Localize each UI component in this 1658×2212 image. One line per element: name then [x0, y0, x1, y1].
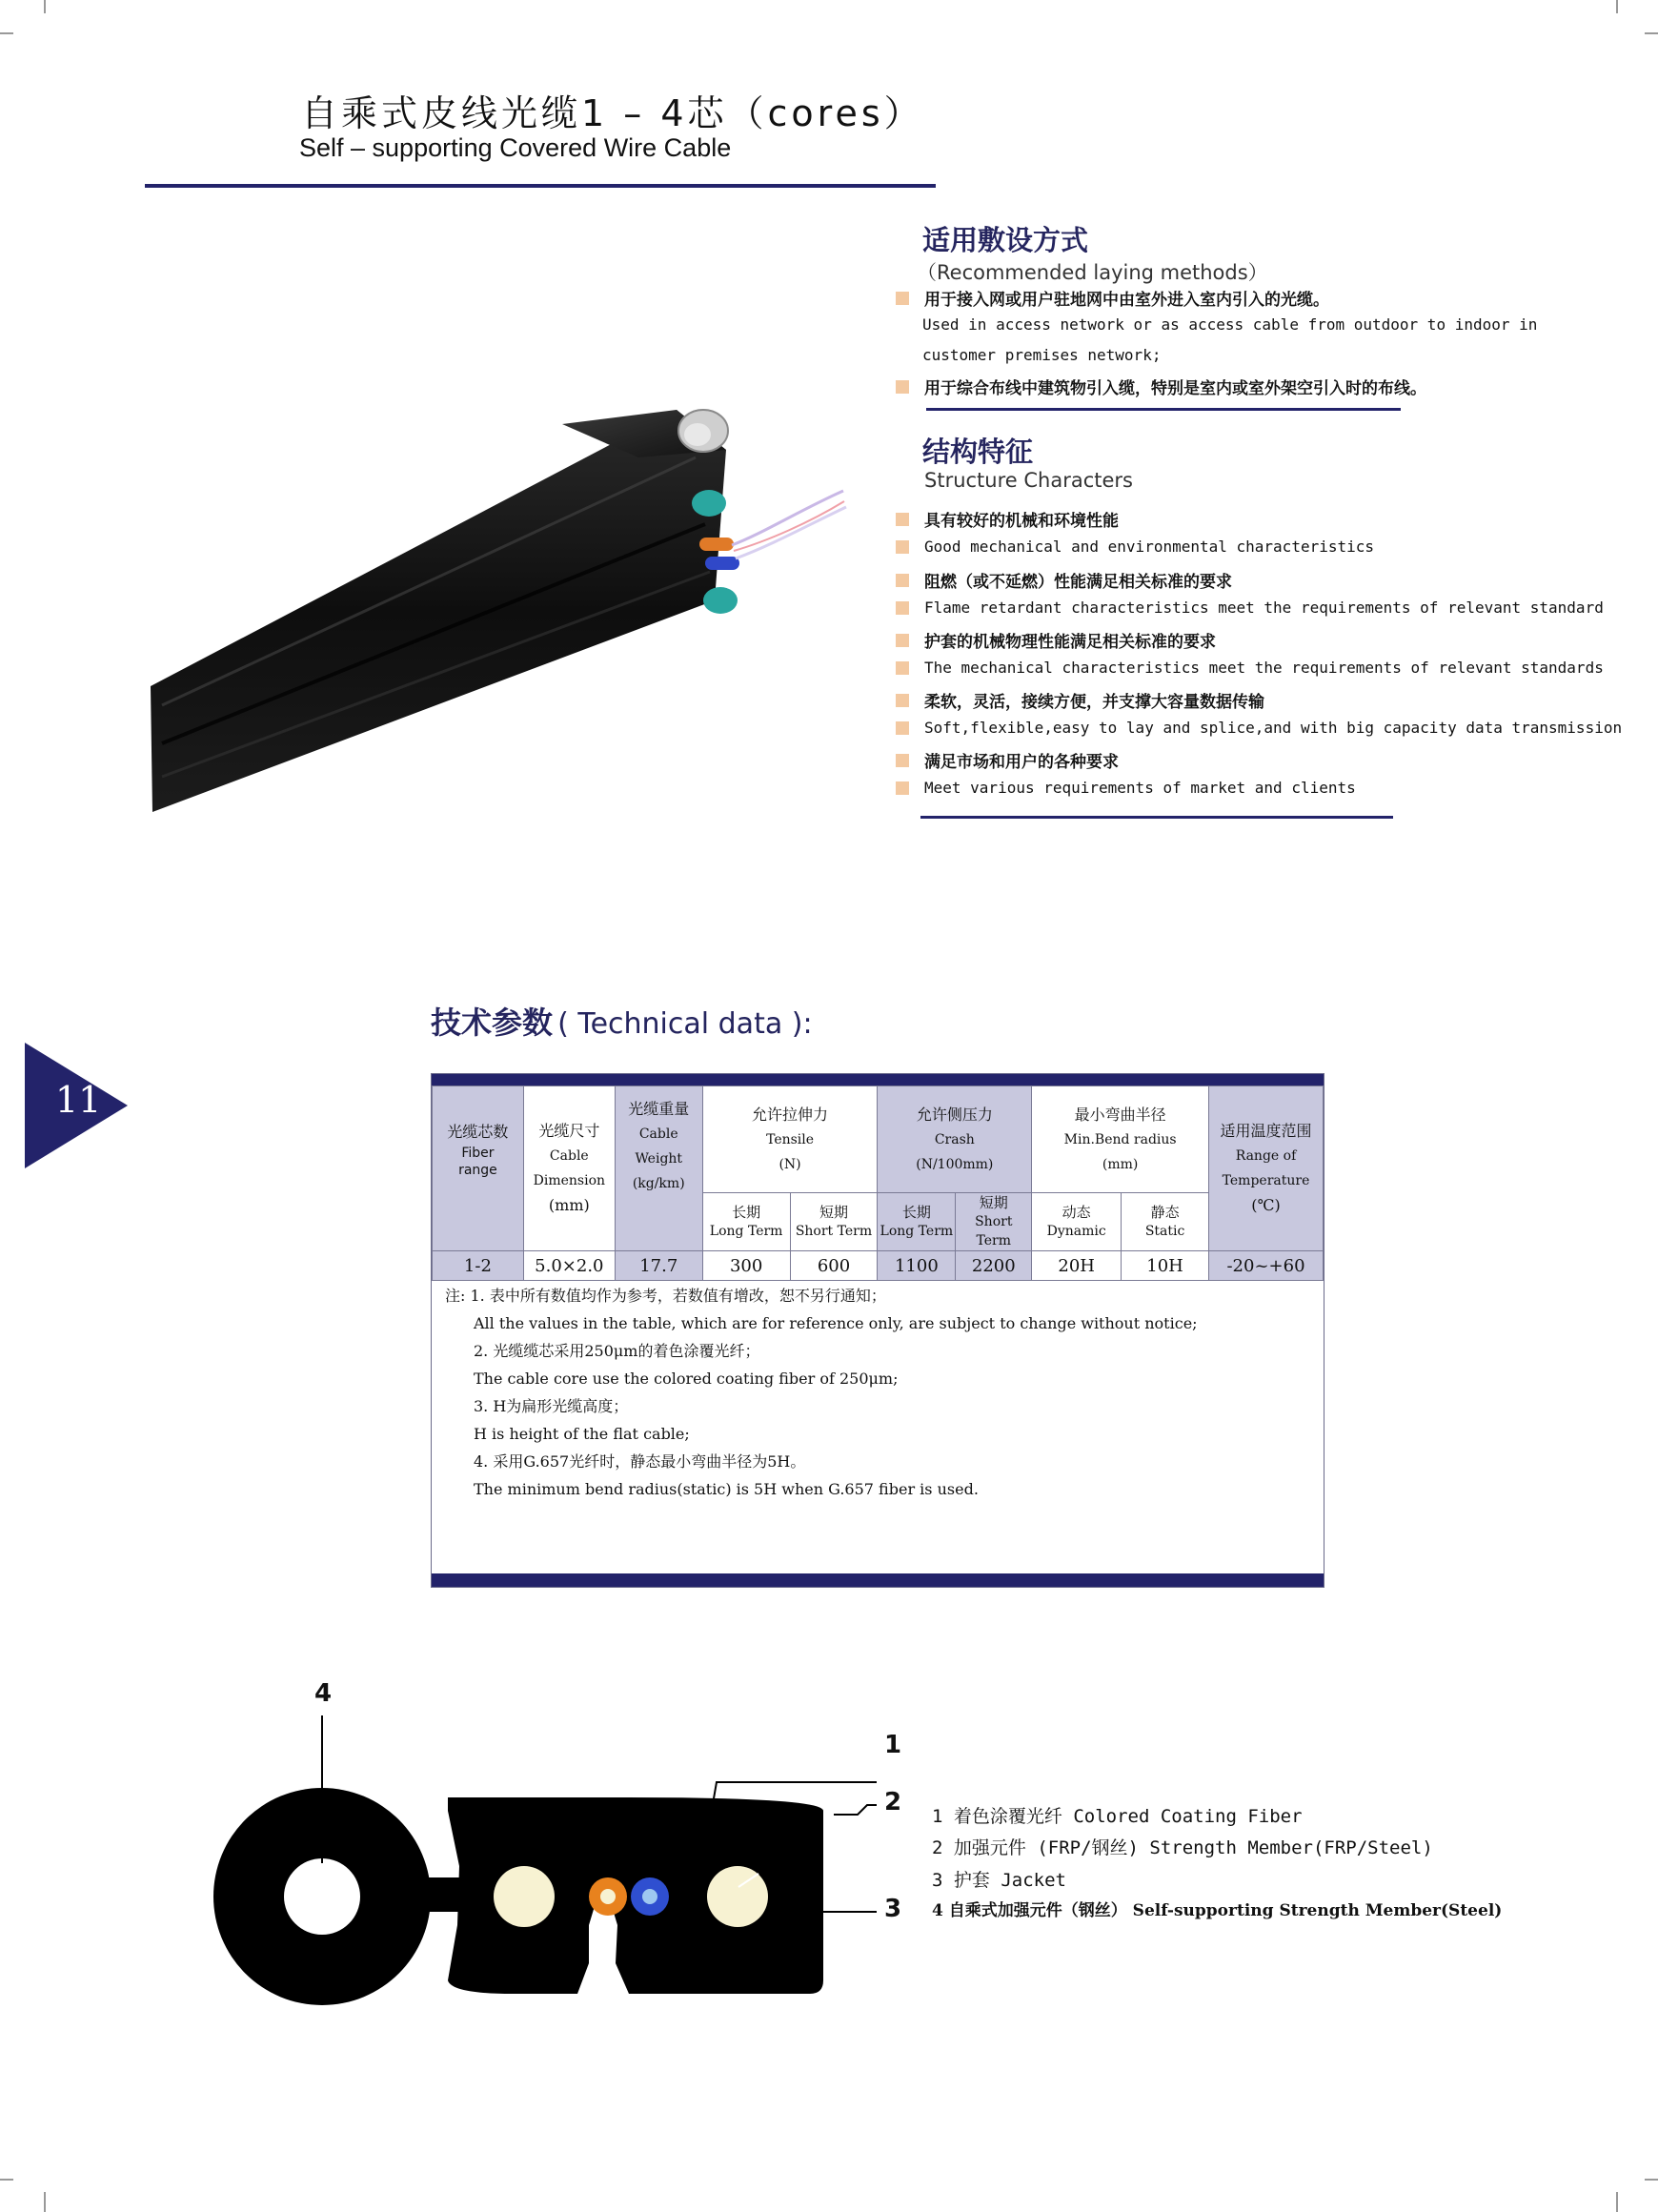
table-top-bar	[432, 1074, 1324, 1086]
laying-title-en: （Recommended laying methods）	[917, 261, 1268, 284]
header-cable-dimension: 光缆尺寸 Cable Dimension (mm)	[523, 1086, 615, 1251]
bullet-square	[896, 754, 909, 767]
tech-title-zh: 技术参数	[431, 1005, 554, 1041]
cell-fiber: 1-2	[433, 1251, 524, 1281]
legend-item-strength: 2 加强元件 (FRP/钢丝) Strength Member(FRP/Steel)	[932, 1837, 1433, 1858]
callout-number-1: 1	[884, 1731, 902, 1759]
list-item: Meet various requirements of market and clients	[896, 779, 1356, 797]
list-item: The mechanical characteristics meet the requirements of relevant standards	[896, 659, 1604, 677]
cell-crash-long: 1100	[878, 1251, 956, 1281]
structure-title-en: Structure Characters	[924, 469, 1133, 492]
list-item: 用于接入网或用户驻地网中由室外进入室内引入的光缆。	[896, 286, 1329, 310]
list-item: 用于综合布线中建筑物引入缆，特别是室内或室外架空引入时的布线。	[896, 375, 1426, 398]
subheader-bend-static: 静态 Static	[1122, 1193, 1209, 1251]
note-line: 2. 光缆缆芯采用250μm的着色涂覆光纤；	[474, 1342, 760, 1360]
note-line: 3. H为扁形光缆高度；	[474, 1397, 629, 1415]
callout-number-3: 3	[884, 1895, 902, 1923]
crop-mark	[1616, 2192, 1618, 2212]
header-crash: 允许侧压力 Crash (N/100mm)	[878, 1086, 1032, 1193]
bullet-square	[896, 574, 909, 587]
crop-mark	[0, 2179, 13, 2181]
tech-title	[431, 999, 813, 1043]
section-rule	[920, 816, 1393, 819]
legend-item-self-supporting: 4 自乘式加强元件（钢丝） Self-supporting Strength Member(Steel)	[932, 1901, 1503, 1920]
bullet-square	[896, 661, 909, 675]
bullet-square	[896, 513, 909, 526]
legend-item-jacket: 3 护套 Jacket	[932, 1870, 1066, 1891]
page-title: 自乘式皮线光缆1 – 4芯（cores）	[301, 92, 924, 134]
cell-tensile-long: 300	[702, 1251, 790, 1281]
header-rule	[145, 184, 936, 188]
subheader-bend-dynamic: 动态 Dynamic	[1032, 1193, 1122, 1251]
bullet-square	[896, 540, 909, 554]
header-temperature: 适用温度范围 Range of Temperature (℃)	[1209, 1086, 1324, 1251]
list-item: 护套的机械物理性能满足相关标准的要求	[896, 628, 1216, 652]
list-item: 满足市场和用户的各种要求	[896, 748, 1119, 772]
tech-title-en: ( Technical data ):	[557, 1007, 813, 1041]
cell-dimension: 5.0×2.0	[523, 1251, 615, 1281]
subheader-tensile-short: 短期 Short Term	[790, 1193, 878, 1251]
crop-mark	[44, 2192, 46, 2212]
structure-title-zh: 结构特征	[922, 436, 1034, 468]
bullet-square	[896, 292, 909, 305]
cell-crash-short: 2200	[956, 1251, 1032, 1281]
subheader-crash-short: 短期 Short Term	[956, 1193, 1032, 1251]
note-line: H is height of the flat cable;	[474, 1425, 690, 1443]
page-subtitle: Self – supporting Covered Wire Cable	[299, 133, 732, 162]
callout-number-2: 2	[884, 1788, 902, 1816]
table-bottom-bar	[432, 1573, 1324, 1587]
crop-mark	[1645, 2179, 1658, 2181]
note-line: All the values in the table, which are for reference only, are subject to change without notice;	[474, 1314, 1198, 1332]
bullet-square	[896, 634, 909, 647]
note-line: The cable core use the colored coating fiber of 250μm;	[474, 1370, 899, 1388]
cell-temp: -20~+60	[1209, 1251, 1324, 1281]
legend-item-fiber: 1 着色涂覆光纤 Colored Coating Fiber	[932, 1806, 1303, 1827]
bullet-square	[896, 380, 909, 394]
list-item-text: customer premises network;	[922, 346, 1162, 364]
cell-bend-dynamic: 20H	[1032, 1251, 1122, 1281]
cable-illustration	[143, 400, 848, 820]
header-tensile: 允许拉伸力 Tensile (N)	[702, 1086, 878, 1193]
table-row	[433, 1251, 1324, 1281]
header-min-bend-radius: 最小弯曲半径 Min.Bend radius (mm)	[1032, 1086, 1209, 1193]
list-item: Good mechanical and environmental characteristics	[896, 538, 1374, 556]
callout-number-4: 4	[314, 1679, 333, 1708]
bullet-square	[896, 721, 909, 735]
bullet-square	[896, 694, 909, 707]
laying-title-zh: 适用敷设方式	[922, 224, 1089, 256]
list-item: 具有较好的机械和环境性能	[896, 507, 1119, 531]
callout-lines	[286, 1696, 896, 1935]
bullet-square	[896, 781, 909, 795]
bullet-square	[896, 601, 909, 615]
header-cable-weight: 光缆重量 Cable Weight (kg/km)	[615, 1086, 702, 1251]
list-item: 阻燃（或不延燃）性能满足相关标准的要求	[896, 568, 1232, 592]
page-number: 11	[55, 1079, 102, 1121]
note-line: The minimum bend radius(static) is 5H when G.657 fiber is used.	[474, 1480, 979, 1498]
crop-mark	[1645, 32, 1658, 34]
crop-mark	[1616, 0, 1618, 13]
note-line: 4. 采用G.657光纤时，静态最小弯曲半径为5H。	[474, 1452, 806, 1471]
subheader-crash-long: 长期 Long Term	[878, 1193, 956, 1251]
tech-table	[432, 1086, 1324, 1281]
subheader-tensile-long: 长期 Long Term	[702, 1193, 790, 1251]
cell-weight: 17.7	[615, 1251, 702, 1281]
cell-bend-static: 10H	[1122, 1251, 1209, 1281]
crop-mark	[44, 0, 46, 13]
list-item: Soft,flexible,easy to lay and splice,and with big capacity data transmission	[896, 719, 1622, 737]
note-line: 注: 1. 表中所有数值均作为参考，若数值有增改，恕不另行通知；	[445, 1287, 886, 1305]
list-item: Flame retardant characteristics meet the requirements of relevant standard	[896, 599, 1604, 617]
crop-mark	[0, 32, 13, 34]
table-notes	[445, 1282, 1198, 1503]
section-rule	[926, 408, 1401, 411]
header-fiber-range: 光缆芯数 Fiber range	[433, 1086, 524, 1251]
tech-table-box	[431, 1073, 1324, 1588]
list-item: 柔软，灵活，接续方便，并支撑大容量数据传输	[896, 688, 1264, 712]
cell-tensile-short: 600	[790, 1251, 878, 1281]
list-item-text: Used in access network or as access cable from outdoor to indoor in	[922, 315, 1538, 334]
